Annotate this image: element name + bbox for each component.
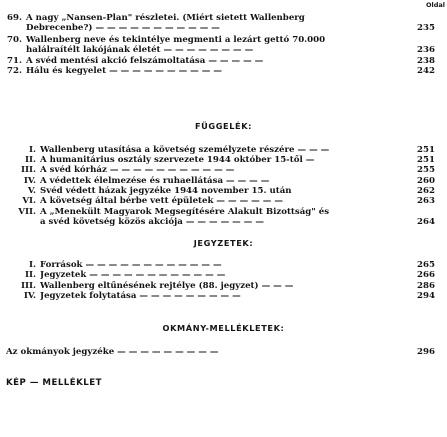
entry-text: Wallenberg utasítása a követség személyzete részére — — — [40, 145, 330, 155]
entry-number: IV. [23, 176, 36, 186]
entry-page: 263 [417, 196, 435, 206]
entry-page: 255 [417, 165, 435, 175]
toc-entry [0, 346, 447, 358]
entry-number: II. [24, 270, 36, 280]
entry-number: III. [20, 281, 36, 291]
entry-text: Wallenberg eltűnésének rejtélye (88. jegyzet) — — — [40, 281, 294, 291]
entry-page: 286 [417, 281, 435, 291]
entry-text: A svéd kórház — — — — — — — — — — — [40, 165, 235, 175]
entry-text: Wallenberg neve és tekintélye megmenti a lezárt gettó 70.000 [26, 35, 326, 45]
entry-number: III. [20, 165, 36, 175]
toc-entry [0, 216, 447, 228]
entry-page: 264 [417, 217, 435, 227]
entry-text: halálraítélt lakójának életét — — — — — — — — [26, 45, 254, 55]
entry-number: IV. [23, 291, 36, 301]
entry-page: 251 [417, 155, 435, 165]
entry-text: Hálu és kegyelet — — — — — — — — — — [26, 66, 222, 76]
entry-page: 262 [417, 186, 435, 196]
entry-number: I. [28, 260, 36, 270]
entry-text: A nagy „Nansen-Plan" részletei. (Miért sietett Wallenberg [26, 13, 305, 23]
entry-page: 238 [417, 56, 435, 66]
entry-text: Az okmányok jegyzéke — — — — — — — — — [6, 347, 219, 357]
entry-number: V. [27, 186, 36, 196]
entry-page: 236 [417, 45, 435, 55]
entry-page: 251 [417, 145, 435, 155]
entry-text: A követség által bérbe vett épületek — — — — — — [40, 196, 283, 206]
entry-number: I. [28, 145, 36, 155]
entry-number: VI. [22, 196, 36, 206]
entry-number: 72. [7, 66, 22, 76]
page-column-header: Oldal [426, 1, 446, 9]
entry-text: A védettek élelmezése és ruhaellátása — — — — [40, 176, 270, 186]
entry-number: II. [24, 155, 36, 165]
entry-text: A svéd mentési akció felszámoltatása — — — — — [26, 56, 264, 66]
entry-text: A humanitárius osztály szervezete 1944 október 15-től — [40, 155, 315, 165]
entry-page: 266 [417, 270, 435, 280]
toc-entry [0, 290, 447, 302]
entry-text: Svéd védett házak jegyzéke 1944 november 15. után [40, 186, 292, 196]
entry-text: Debrecenbe?) — — — — — — — — — — — [26, 23, 220, 33]
entry-number: VII. [18, 207, 36, 217]
entry-number: 71. [7, 56, 22, 66]
toc-entry [0, 65, 447, 77]
section-heading-jegyzetek: JEGYZETEK: [193, 238, 254, 248]
entry-text: a svéd követség közös akciója — — — — — — — [40, 217, 264, 227]
entry-text: Jegyzetek — — — — — — — — — — — — [40, 270, 226, 280]
entry-page: 235 [417, 23, 435, 33]
entry-page: 260 [417, 176, 435, 186]
kep-melleklet-line [0, 377, 447, 389]
entry-page: 265 [417, 260, 435, 270]
entry-text: Források — — — — — — — — — — — — [40, 260, 222, 270]
toc-entry [0, 22, 447, 34]
entry-number: 69. [7, 13, 22, 23]
entry-page: 294 [417, 291, 435, 301]
entry-page: 242 [417, 66, 435, 76]
entry-number: 70. [7, 35, 22, 45]
entry-text: A „Menekült Magyarok Megsegítésére Alakult Bizottság" és [40, 207, 330, 217]
entry-page: 296 [417, 347, 435, 357]
section-heading-fuggelek: FÜGGELÉK: [194, 121, 253, 131]
entry-text: Jegyzetek folytatása — — — — — — — — — [40, 291, 241, 301]
section-heading-okmany: OKMÁNY-MELLÉKLETEK: [162, 323, 285, 333]
kep-melleklet-text: KÉP — MELLÉKLET [6, 378, 103, 388]
